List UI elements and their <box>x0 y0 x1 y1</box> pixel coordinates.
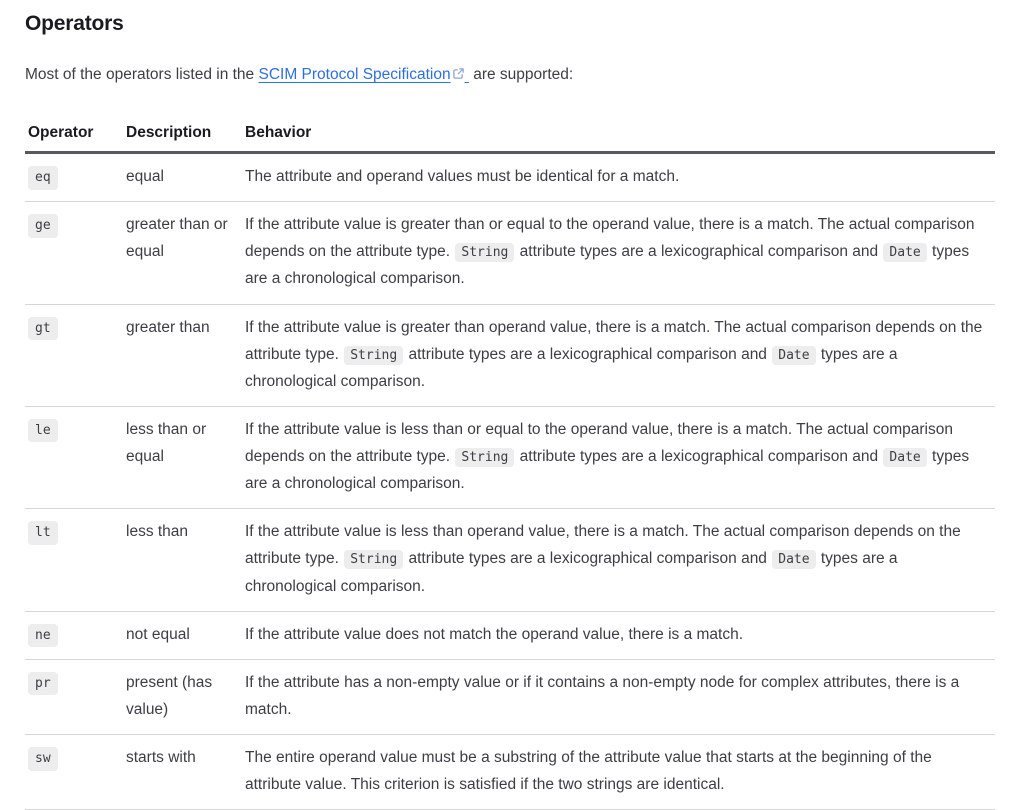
table-row <box>25 735 995 810</box>
description-cell: equal <box>123 153 242 202</box>
external-link-icon <box>452 67 465 80</box>
column-header-behavior: Behavior <box>242 120 995 153</box>
operator-code-badge: sw <box>28 747 58 771</box>
inline-code-badge: Date <box>883 448 926 467</box>
behavior-cell: If the attribute value is greater than or equal to the operand value, there is a match. The actual comparison depends on the attribute type. String attribute types are a lexicographical comparison and Date types are a chronological comparison. <box>242 202 995 304</box>
description-cell: greater than <box>123 304 242 406</box>
operators-table <box>25 120 995 810</box>
operator-code-badge: lt <box>28 521 58 545</box>
operator-cell <box>25 659 123 734</box>
operator-cell <box>25 202 123 304</box>
operator-code-badge: pr <box>28 672 58 696</box>
column-header-description: Description <box>123 120 242 153</box>
operator-cell <box>25 153 123 202</box>
behavior-cell: The attribute and operand values must be identical for a match. <box>242 153 995 202</box>
table-row <box>25 202 995 304</box>
description-cell: greater than or equal <box>123 202 242 304</box>
description-cell: less than <box>123 509 242 611</box>
table-row <box>25 611 995 659</box>
operator-cell <box>25 304 123 406</box>
behavior-cell: If the attribute value does not match the operand value, there is a match. <box>242 611 995 659</box>
behavior-cell: If the attribute value is greater than operand value, there is a match. The actual comparison depends on the attribute type. String attribute types are a lexicographical comparison and Date types are a chronological comparison. <box>242 304 995 406</box>
description-cell: less than or equal <box>123 406 242 508</box>
intro-paragraph <box>25 63 995 87</box>
column-header-operator: Operator <box>25 120 123 153</box>
scim-spec-link-label: SCIM Protocol Specification <box>258 66 451 83</box>
table-body <box>25 153 995 810</box>
inline-code-badge: String <box>344 550 403 569</box>
operator-code-badge: ne <box>28 624 58 648</box>
operator-cell <box>25 735 123 810</box>
description-cell: starts with <box>123 735 242 810</box>
table-row <box>25 304 995 406</box>
table-row <box>25 659 995 734</box>
inline-code-badge: String <box>455 448 514 467</box>
scim-spec-link[interactable] <box>258 66 468 83</box>
page-title: Operators <box>25 12 124 35</box>
intro-text-after: are supported: <box>468 66 574 83</box>
inline-code-badge: Date <box>772 550 815 569</box>
operator-code-badge: gt <box>28 317 58 341</box>
operator-cell <box>25 406 123 508</box>
inline-code-badge: String <box>455 243 514 262</box>
intro-text-before: Most of the operators listed in the <box>25 66 259 83</box>
behavior-cell: If the attribute value is less than operand value, there is a match. The actual comparison depends on the attribute type. String attribute types are a lexicographical comparison and Date types are a chronological comparison. <box>242 509 995 611</box>
description-cell: present (has value) <box>123 659 242 734</box>
operator-cell <box>25 509 123 611</box>
table-row <box>25 406 995 508</box>
operator-code-badge: ge <box>28 214 58 238</box>
table-row <box>25 153 995 202</box>
table-row <box>25 509 995 611</box>
inline-code-badge: String <box>344 346 403 365</box>
inline-code-badge: Date <box>772 346 815 365</box>
table-header-row <box>25 120 995 153</box>
operator-cell <box>25 611 123 659</box>
behavior-cell: The entire operand value must be a substring of the attribute value that starts at the beginning of the attribute value. This criterion is satisfied if the two strings are identical. <box>242 735 995 810</box>
operator-code-badge: eq <box>28 166 58 190</box>
operator-code-badge: le <box>28 419 58 443</box>
behavior-cell: If the attribute value is less than or equal to the operand value, there is a match. The actual comparison depends on the attribute type. String attribute types are a lexicographical comparison and Date types are a chronological comparison. <box>242 406 995 508</box>
inline-code-badge: Date <box>883 243 926 262</box>
description-cell: not equal <box>123 611 242 659</box>
behavior-cell: If the attribute has a non-empty value or if it contains a non-empty node for complex attributes, there is a match. <box>242 659 995 734</box>
